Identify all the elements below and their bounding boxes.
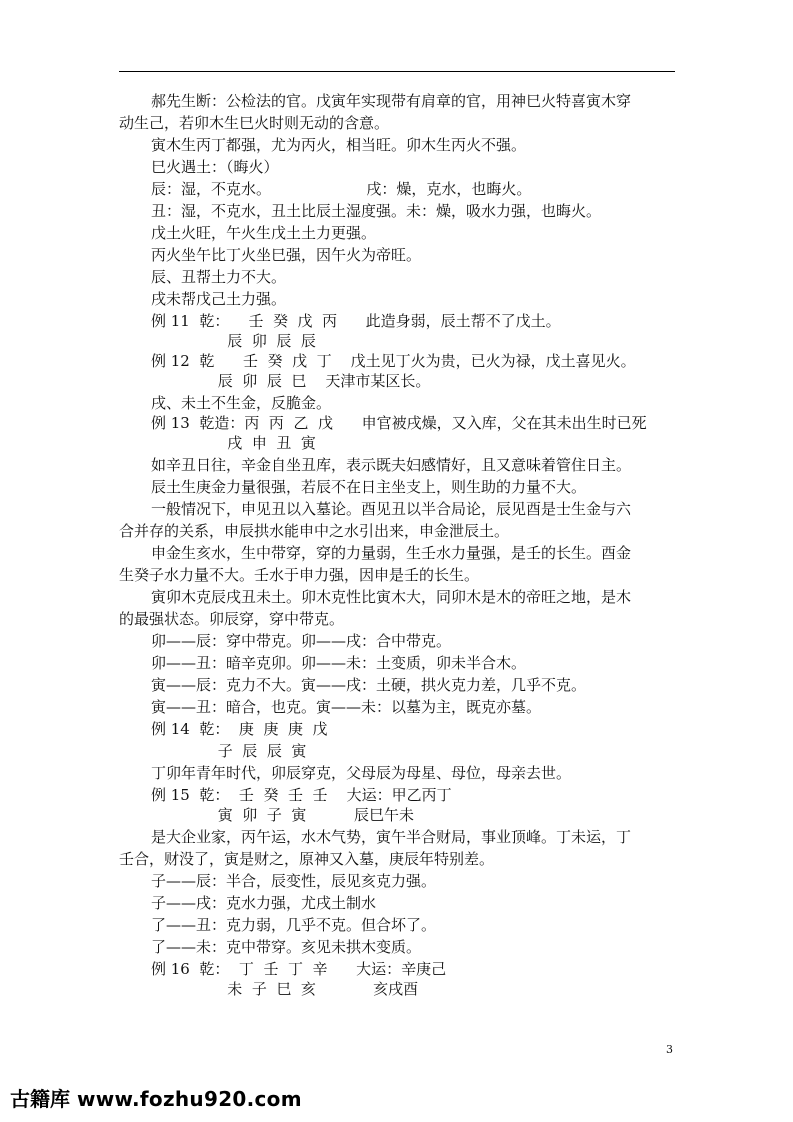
text-line: 丙火坐午比丁火坐巳强，因午火为帝旺。: [151, 246, 422, 264]
text-line: 寅卯木克辰戌丑未土。卯木克性比寅木大，同卯木是木的帝旺之地，是木: [151, 588, 632, 606]
example-line: 例 15 乾： 壬 癸 壬 壬 大运：甲乙丙丁: [151, 786, 452, 804]
footer-site-link[interactable]: www.fozhu920.com: [76, 1087, 302, 1111]
text-line: 郝先生断：公检法的官。戊寅年实现带有肩章的官，用神巳火特喜寅木穿: [151, 92, 632, 110]
example-line: 寅 卯 子 寅 辰巳午未: [151, 806, 415, 824]
text-line: 了——未：克中带穿。亥见未拱木变质。: [151, 938, 422, 956]
text-line: 卯——丑：暗辛克卯。卯——未：土变质，卯未半合木。: [151, 654, 527, 672]
text-line: 生癸子水力量不大。壬水于申力强，因申是壬的长生。: [119, 566, 480, 584]
text-line: 辰：湿，不克水。 戌：燥，克水，也晦火。: [151, 180, 532, 198]
example-line: 子 辰 辰 寅: [151, 742, 307, 760]
text-line: 子——辰：半合，辰变性，辰见亥克力强。: [151, 872, 437, 890]
text-line: 一般情况下，申见丑以入墓论。酉见丑以半合局论，辰见酉是士生金与六: [151, 500, 632, 518]
text-line: 戌未帮戊己土力强。: [151, 290, 287, 308]
example-line: 例 13 乾造：丙 丙 乙 戊 申官被戌燥，又入库，父在其未出生时已死: [151, 414, 647, 432]
text-line: 戌、未土不生金，反脆金。: [151, 394, 332, 412]
example-line: 例 16 乾： 丁 壬 丁 辛 大运：辛庚己: [151, 960, 447, 978]
text-line: 寅——辰：克力不大。寅——戌：土硬，拱火克力差，几乎不克。: [151, 676, 587, 694]
example-line: 例 14 乾： 庚 庚 庚 戊: [151, 720, 328, 738]
example-line: 例 12 乾 壬 癸 戊 丁 戊土见丁火为贵，已火为禄，戊土喜见火。: [151, 352, 636, 370]
example-line: 戌 申 丑 寅: [151, 434, 316, 452]
text-line: 了——丑：克力弱，几乎不克。但合坏了。: [151, 916, 437, 934]
example-line: 辰 卯 辰 辰: [151, 332, 316, 350]
page-number: 3: [666, 1043, 673, 1056]
text-line: 申金生亥水，生中带穿，穿的力量弱，生壬水力量强，是壬的长生。酉金: [151, 544, 632, 562]
text-line: 戊土火旺，午火生戊土土力更强。: [151, 224, 377, 242]
text-line: 子——戌：克水力强，尤戌土制水: [151, 894, 377, 912]
text-line: 合并存的关系，申辰拱水能申中之水引出来，申金泄辰土。: [119, 522, 510, 540]
text-line: 动生己，若卯木生巳火时则无动的含意。: [119, 114, 390, 132]
footer-watermark: [10, 1086, 302, 1112]
text-line: 的最强状态。卯辰穿，穿中带克。: [119, 610, 345, 628]
footer-brand: 古籍库: [10, 1087, 70, 1111]
text-line: 辰土生庚金力量很强，若辰不在日主坐支上，则生助的力量不大。: [151, 478, 587, 496]
example-line: 未 子 巳 亥 亥戌酉: [151, 980, 419, 998]
text-line: 寅——丑：暗合，也克。寅——未：以墓为主，既克亦墓。: [151, 698, 542, 716]
example-line: 例 11 乾： 壬 癸 戊 丙 此造身弱，辰土帮不了戊土。: [151, 312, 561, 330]
example-line: 辰 卯 辰 巳 天津市某区长。: [151, 372, 431, 390]
text-line: 是大企业家，丙午运，水木气势，寅午半合财局，事业顶峰。丁未运，丁: [151, 828, 632, 846]
text-line: 辰、丑帮土力不大。: [151, 268, 287, 286]
text-line: 卯——辰：穿中带克。卯——戌：合中带克。: [151, 632, 452, 650]
text-line: 寅木生丙丁都强，尤为丙火，相当旺。卯木生丙火不强。: [151, 136, 527, 154]
text-line: 如辛丑日往，辛金自坐丑库，表示既夫妇感情好，且又意味着管住日主。: [151, 456, 632, 474]
text-line: 壬合，财没了，寅是财之，原神又入墓，庚辰年特别差。: [119, 850, 495, 868]
header-rule: [119, 71, 675, 72]
text-line: 巳火遇土：（晦火）: [151, 158, 279, 176]
text-line: 丑：湿，不克水，丑土比辰土湿度强。未：燥，吸水力强，也晦火。: [151, 202, 602, 220]
text-line: 丁卯年青年时代，卯辰穿克，父母辰为母星、母位，母亲去世。: [151, 764, 572, 782]
